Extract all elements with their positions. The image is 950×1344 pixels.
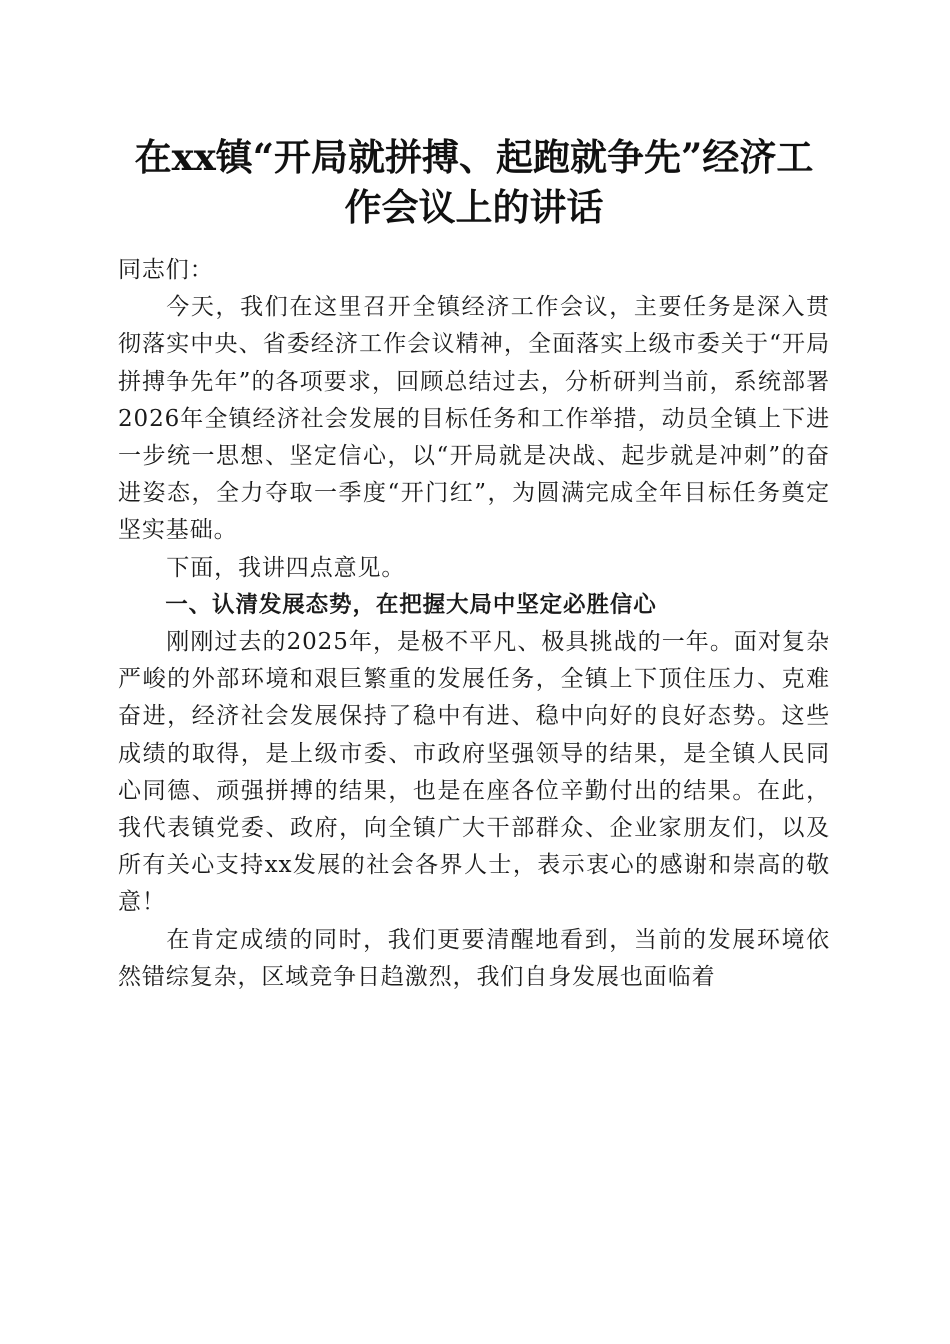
salutation: 同志们： (118, 257, 214, 283)
paragraph: 下面，我讲四点意见。 (166, 554, 406, 581)
document-body (118, 252, 830, 996)
paragraph: 在肯定成绩的同时，我们更要清醒地看到，当前的发展环境依然错综复杂，区域竞争日趋激烈，我们自身发展也面临着 (118, 926, 830, 990)
section-heading: 一、认清发展态势，在把握大局中坚定必胜信心 (165, 591, 657, 618)
paragraph: 今天，我们在这里召开全镇经济工作会议，主要任务是深入贯彻落实中央、省委经济工作会议精神，全面落实上级市委关于“开局拼搏争先年”的各项要求，回顾总结过去，分析研判当前，系统部署2026年全镇经济社会发展的目标任务和工作举措，动员全镇上下进一步统一思想、坚定信心，以“开局就是决战、起步就是冲刺”的奋进姿态，全力夺取一季度“开门红”，为圆满完成全年目标任务奠定坚实基础。 (118, 294, 830, 544)
paragraph: 刚刚过去的2025年，是极不平凡、极具挑战的一年。面对复杂严峻的外部环境和艰巨繁重的发展任务，全镇上下顶住压力、克难奋进，经济社会发展保持了稳中有进、稳中向好的良好态势。这些成绩的取得，是上级市委、市政府坚强领导的结果，是全镇人民同心同德、顽强拼搏的结果，也是在座各位辛勤付出的结果。在此，我代表镇党委、政府，向全镇广大干部群众、企业家朋友们，以及所有关心支持xx发展的社会各界人士，表示衷心的感谢和崇高的敬意！ (118, 629, 830, 916)
document-title: 在xx镇“开局就拼搏、起跑就争先”经济工作会议上的讲话 (134, 135, 814, 229)
